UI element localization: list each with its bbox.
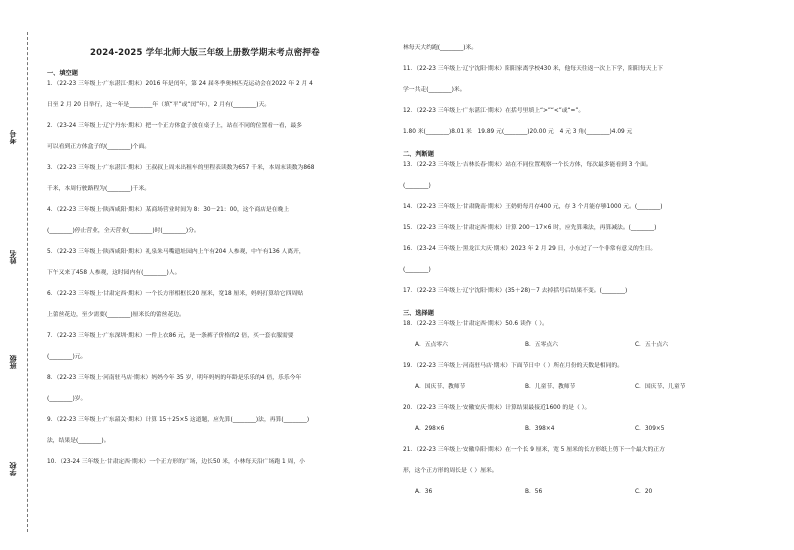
section-choice-heading: 三、选择题	[403, 310, 434, 317]
question-line: 千米，本周行驶路程为(________)千米。	[47, 186, 151, 192]
page-title: 2024-2025 学年北师大版三年级上册数学期末考点密押卷	[90, 48, 320, 58]
option-a: A．298×6	[415, 426, 445, 432]
question-line: 10．（23-24 三年级上·甘肃定西·期末）一个正方形的广场，边长50 米，小林每天沿广场跑 1 周，小	[47, 459, 305, 465]
question-line: 上蕾丝花边，至少需要(________)厘米长的蕾丝花边。	[47, 312, 185, 318]
question-line: 可以看到正方体盒子的(________)个面。	[47, 144, 151, 150]
question-line: 6．（22-23 三年级上·甘肃定西·期末）一个长方形相框长20 厘米，宽18 厘米，妈妈打算给它四周贴	[47, 291, 304, 297]
binding-margin	[0, 0, 44, 550]
left-column	[47, 68, 388, 479]
question-line: 5．（22-23 三年级上·陕西咸阳·期末）礼泉朱马嘴遗址园内上午有204 人参观，中午有136 人离开，	[47, 249, 305, 255]
name-label: 姓名	[9, 250, 17, 264]
question-line: 13．（22-23 三年级上·吉林长春·期末）站在不同位置观察一个长方体，每次最多能看到 3 个面。	[403, 162, 652, 168]
option-c: C．五十点六	[635, 342, 669, 348]
question-line: 3．（22-23 三年级上·广东湛江·期末）王叔叔上周末出租车的里程表读数为657 千米，本周末读数为868	[47, 165, 315, 171]
question-line: 15．（22-23 三年级上·甘肃定西·期末）计算 200－17×6 时，应先算乘法，再算减法。(________)	[403, 225, 657, 231]
question-line: 2．（23-24 三年级上·辽宁丹东·期末）把一个正方体盒子放在桌子上，站在不同的位置看一看，最多	[47, 123, 303, 129]
binding-dashed-line	[27, 32, 28, 532]
question-line: 8．（22-23 三年级上·河南驻马店·期末）妈妈今年 35 岁，明年妈妈的年龄是乐乐的4 倍，乐乐今年	[47, 375, 302, 381]
question-line: (________)元。	[47, 354, 87, 360]
option-a: A．五点零六	[415, 342, 448, 348]
exam-number-label: 考号	[9, 130, 17, 144]
question-line: 7．（22-23 三年级上·广东深圳·期末）一件上衣86 元，是一条裤子价格的2 倍，买一套衣服需要	[47, 333, 294, 339]
question-20: 20．（22-23 三年级上·安徽安庆·期末）计算结果最接近1600 的是（ ）。	[403, 405, 591, 411]
question-line: (________)	[403, 267, 431, 273]
question-line: 4．（22-23 三年级上·陕西咸阳·期末）某商场营业时间为 8：30－21：00，这个商店是在晚上	[47, 207, 290, 213]
question-line: (________)	[403, 183, 431, 189]
option-a: A．36	[415, 489, 433, 495]
question-19: 19．（22-23 三年级上·河南驻马店·期末）下面节日中（ ）所在月份的天数是相同的。	[403, 363, 623, 369]
question-20-options	[403, 425, 755, 446]
question-line: 12．（22-23 三年级上·广东湛江·期末）在括号里填上“>”“<”或“=”。	[403, 108, 585, 114]
question-21-line-2: 形，这个正方形的周长是（ ）厘米。	[403, 468, 498, 474]
option-c: C．20	[635, 489, 653, 495]
question-line: 林每天大约跑(________)米。	[403, 45, 478, 51]
school-label: 学校	[9, 462, 17, 476]
option-b: B．儿童节、教师节	[525, 384, 576, 390]
question-line: 16．（23-24 三年级上·黑龙江大庆·期末）2023 年 2 月 29 日，小东过了一个非常有意义的生日。	[403, 246, 657, 252]
section-true-false-heading: 二、判断题	[403, 151, 434, 158]
question-18-options	[403, 341, 755, 362]
question-line: 日至 2 月 20 日举行，这一年是________年（填“平”或“闰”年），2 月有(________)天。	[47, 102, 271, 108]
question-21-options	[403, 488, 755, 509]
section-fill-in-heading: 一、填空题	[47, 70, 78, 77]
option-a: A．国庆节、教师节	[415, 384, 466, 390]
option-b: B．398×4	[525, 426, 555, 432]
question-line: 法，结果是(________)。	[47, 438, 110, 444]
right-column	[403, 44, 755, 509]
question-line: 1.80 米(________)8.01 米 19.89 元(________)20.00 元 4 元 3 角(________)4.09 元	[403, 129, 633, 135]
question-18: 18．（22-23 三年级上·甘肃定西·期末）50.6 读作（ ）。	[403, 321, 548, 327]
question-line: 14．（22-23 三年级上·甘肃陇南·期末）王奶奶每月存400 元，存 3 个月能存够1000 元。(________)	[403, 204, 663, 210]
question-line: 学一共走(________)米。	[403, 87, 466, 93]
question-line: 下午又来了458 人参观，这时园内有(________)人。	[47, 270, 181, 276]
question-19-options	[403, 383, 755, 404]
question-line: (________)岁。	[47, 396, 87, 402]
option-c: C．国庆节、儿童节	[635, 384, 686, 390]
option-b: B．五零点六	[525, 342, 558, 348]
class-label: 班级	[9, 355, 17, 369]
question-21-line-1: 21．（22-23 三年级上·安徽阜阳·期末）在一个长 9 厘米，宽 5 厘米的长方形纸上剪下一个最大的正方	[403, 447, 665, 453]
option-c: C．309×5	[635, 426, 665, 432]
question-line: 11．（22-23 三年级上·辽宁沈阳·期末）阳阳家离学校430 米，他每天往返一次上下学，阳阳每天上下	[403, 66, 664, 72]
question-line: 1．（22-23 三年级上·广东湛江·期末）2016 年是闰年，第 24 届冬季奥林匹克运动会在2022 年 2 月 4	[47, 81, 313, 87]
question-line: (________)停止营业，全天营业(________)时(________)分。	[47, 228, 200, 234]
question-line: 9．（22-23 三年级上·广东韶关·期末）计算 15＋25×5 这道题，应先算(________)法，再算(________)	[47, 417, 310, 423]
option-b: B．56	[525, 489, 543, 495]
question-line: 17．（22-23 三年级上·辽宁沈阳·期末）(35＋28)－7 去掉括号后结果不变。(________)	[403, 288, 628, 294]
